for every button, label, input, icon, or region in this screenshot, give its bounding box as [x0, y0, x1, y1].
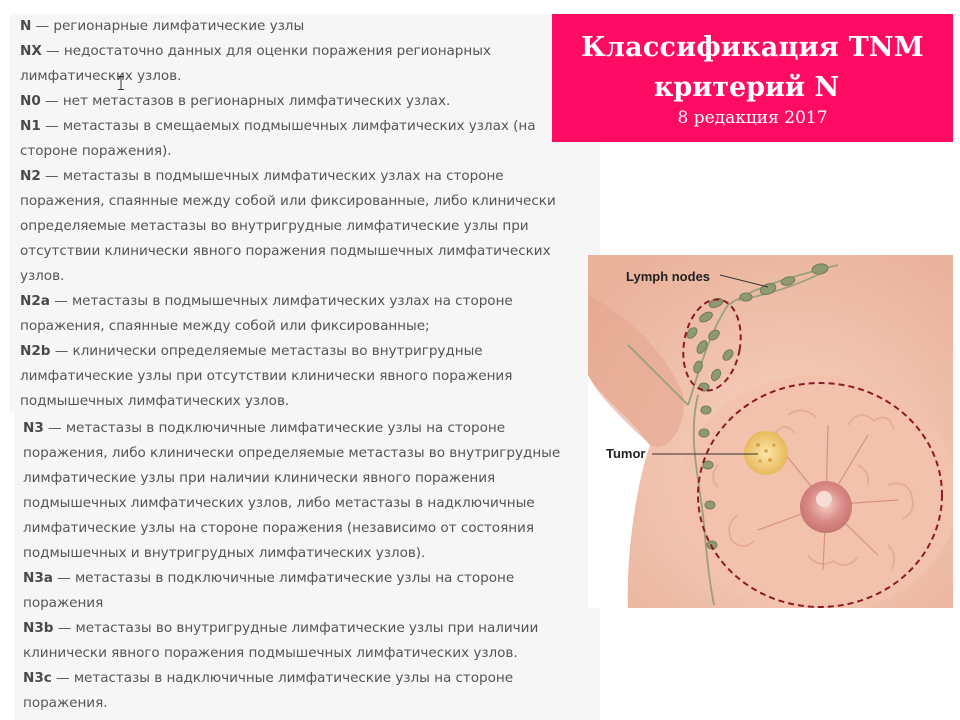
definition-n1	[20, 114, 590, 164]
definition-text: — недостаточно данных для оценки поражения регионарных лимфатических узлов.	[20, 43, 491, 84]
definition-text: — метастазы в подмышечных лимфатических узлах на стороне поражения, спаянные между собой или фиксированные, либо клинически определяемые метастазы во внутригрудные лимфатические узлы при отсутствии клинически явного поражения подмышечных лимфатических узлов.	[20, 168, 556, 284]
definition-n3b	[23, 616, 593, 666]
definition-code: N2b	[20, 343, 51, 359]
definition-code: N2a	[20, 293, 50, 309]
definition-text: — метастазы в подмышечных лимфатических узлах на стороне поражения, спаянные между собой или фиксированные;	[20, 293, 513, 334]
definition-n0	[20, 89, 590, 114]
title-box	[552, 14, 953, 142]
definition-code: N	[20, 18, 32, 34]
definition-list-secondary	[23, 416, 593, 716]
definition-code: N3c	[23, 670, 52, 686]
definition-list-primary	[20, 14, 590, 414]
definition-text: — нет метастазов в регионарных лимфатических узлах.	[40, 93, 451, 109]
lymph-nodes-label: Lymph nodes	[626, 269, 711, 284]
title-edition: 8 редакция 2017	[677, 108, 828, 128]
definition-n	[20, 14, 590, 39]
definition-text: — метастазы в подключичные лимфатические узлы на стороне поражения	[23, 570, 515, 611]
nipple-center	[816, 491, 832, 507]
definition-n3	[23, 416, 593, 566]
definition-text: — метастазы во внутригрудные лимфатические узлы при наличии клинически явного поражения подмышечных лимфатических узлов.	[23, 620, 539, 661]
definition-code: N2	[20, 168, 41, 184]
definition-code: NX	[20, 43, 42, 59]
definition-nx	[20, 39, 590, 89]
definition-n2a	[20, 289, 590, 339]
tumor-label: Tumor	[606, 446, 646, 461]
definition-text: — регионарные лимфатические узлы	[31, 18, 305, 34]
definition-text: — клинически определяемые метастазы во внутригрудные лимфатические узлы при отсутствии клинически явного поражения подмышечных лимфатических узлов.	[20, 343, 513, 409]
breast-lymph-illustration	[588, 255, 953, 608]
definition-n2	[20, 164, 590, 289]
definition-code: N1	[20, 118, 41, 134]
definition-code: N3	[23, 420, 44, 436]
tumor-mass	[744, 431, 788, 475]
definition-n2b	[20, 339, 590, 414]
definition-text: — метастазы в подключичные лимфатические узлы на стороне поражения, либо клинически определяемые метастазы во внутригрудные лимфатические узлы при наличии клинически явного поражения подмышечных лимфатических узлов, либо метастазы в надключичные лимфатические узлы на стороне поражения (независимо от состояния подмышечных и внутригрудных лимфатических узлов).	[23, 420, 561, 561]
definition-code: N3a	[23, 570, 53, 586]
nipple	[800, 481, 852, 533]
title-line-2: критерий N	[653, 72, 840, 103]
definition-code: N3b	[23, 620, 54, 636]
definition-text: — метастазы в смещаемых подмышечных лимфатических узлах (на стороне поражения).	[20, 118, 536, 159]
title-line-1: Классификация TNM	[581, 32, 924, 63]
definition-text: — метастазы в надключичные лимфатические узлы на стороне поражения.	[23, 670, 514, 711]
definition-code: N0	[20, 93, 41, 109]
definition-n3a	[23, 566, 593, 616]
text-cursor-icon	[118, 76, 124, 90]
definition-n3c	[23, 666, 593, 716]
